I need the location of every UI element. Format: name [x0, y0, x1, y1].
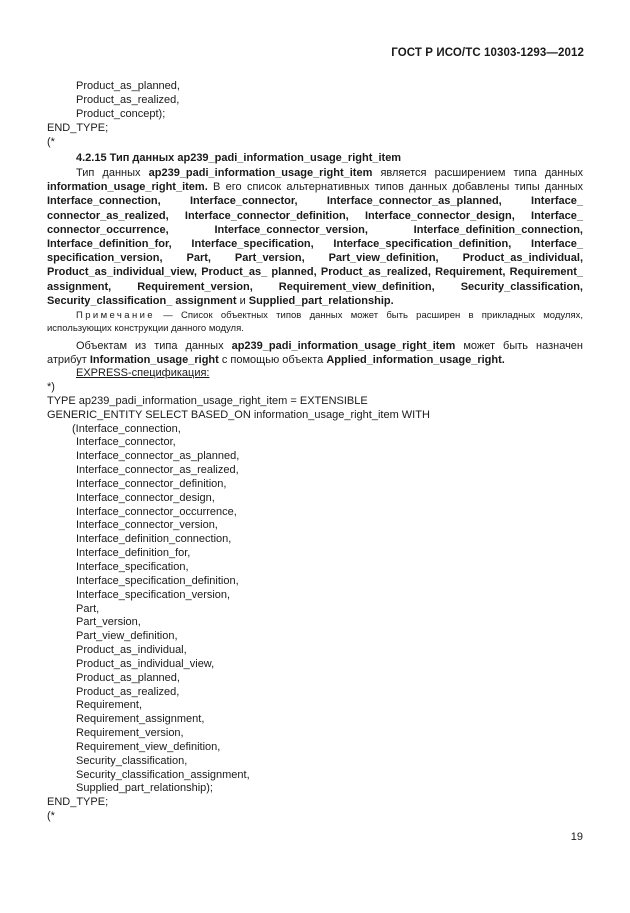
- select-item: Part_version,: [76, 616, 141, 629]
- base-type-name: information_usage_right_item.: [47, 181, 208, 194]
- code-line: (*: [47, 810, 55, 823]
- select-item: Security_classification_assignment,: [76, 768, 250, 781]
- code-line: (Interface_connection,: [72, 422, 181, 435]
- select-item: Interface_connector_as_planned,: [76, 450, 240, 463]
- select-item: Interface_specification,: [76, 560, 189, 573]
- select-item: Interface_connector_occurrence,: [76, 505, 237, 518]
- attribute-name: Information_usage_right: [89, 354, 219, 367]
- text: с помощью объекта: [218, 354, 327, 367]
- code-line: GENERIC_ENTITY SELECT BASED_ON information_usage_right_item WITH: [47, 408, 430, 421]
- express-spec-label: EXPRESS-спецификация:: [76, 367, 210, 379]
- express-code: [47, 381, 430, 824]
- code-line: Product_as_planned,: [76, 80, 180, 92]
- added-type-last: Supplied_part_relationship.: [248, 294, 394, 307]
- select-item: Interface_specification_version,: [76, 588, 231, 601]
- select-item: Security_classification,: [76, 754, 188, 767]
- select-item-list: [47, 436, 430, 796]
- select-item: Requirement,: [76, 699, 143, 712]
- text: является расширением типа данных: [372, 167, 583, 179]
- code-line: Product_as_realized,: [76, 93, 180, 106]
- section-title: 4.2.15 Тип данных ap239_padi_information_usage_right_item: [76, 152, 402, 164]
- paragraph-description: [47, 166, 583, 308]
- added-types-list: Interface_connection, Interface_connector, Interface_connector_as_planned, Interface_ connector_as_realized, Interface_connector_definition, Interface_connector_design, Interface_ connector_occurrence, Interface_connector_version, Interface_definition_connection, Interface_definition_for, Interface_specification, Interface_specification_definition, Interface_ specification_version, Part, Part_version, Part_view_definition, Product_as_individual, Product_as_individual_view, Product_as_ planned, Product_as_realized, Requirement, Requirement_ assignment, Requirement_version, Requirement_view_definition, Security_classification, Security_classification_ assignment: [47, 195, 583, 307]
- type-name: ap239_padi_information_usage_right_item: [231, 340, 456, 352]
- select-item: Supplied_part_relationship);: [76, 782, 213, 795]
- select-item: Interface_specification_definition,: [76, 574, 239, 587]
- select-item: Requirement_view_definition,: [76, 740, 221, 753]
- page-number: 19: [570, 831, 583, 843]
- select-item: Interface_connector_definition,: [76, 477, 227, 490]
- code-line: Product_concept);: [76, 107, 166, 120]
- select-item: Interface_definition_for,: [76, 547, 191, 560]
- select-item: Part,: [76, 602, 100, 615]
- select-item: Interface_connector_design,: [76, 491, 215, 504]
- type-name: ap239_padi_information_usage_right_item: [148, 167, 373, 179]
- code-line: (*: [47, 135, 55, 148]
- code-line: END_TYPE;: [47, 796, 109, 809]
- document-header: ГОСТ Р ИСО/ТС 10303-1293—2012: [391, 47, 584, 59]
- text: может быть назначен атрибут: [47, 340, 583, 367]
- code-line: *): [47, 381, 55, 393]
- text: Тип данных: [76, 167, 149, 179]
- code-line: END_TYPE;: [47, 121, 109, 134]
- select-item: Interface_connector_as_realized,: [76, 464, 239, 477]
- text: Объектам из типа данных: [76, 340, 232, 352]
- paragraph-assignment: [47, 339, 583, 367]
- code-line: TYPE ap239_padi_information_usage_right_item = EXTENSIBLE: [47, 394, 368, 407]
- code-block-top: [47, 80, 583, 150]
- text: и: [236, 294, 249, 307]
- select-item: Product_as_realized,: [76, 685, 180, 698]
- select-item: Requirement_assignment,: [76, 713, 205, 726]
- select-item: Requirement_version,: [76, 727, 184, 740]
- select-item: Product_as_planned,: [76, 671, 180, 684]
- select-item: Part_view_definition,: [76, 630, 178, 643]
- select-item: Interface_connector_version,: [76, 519, 218, 532]
- select-item: Product_as_individual,: [76, 644, 187, 657]
- note-text: — Список объектных типов данных может быть расширен в прикладных модулях, использующих конструкции данного модуля.: [47, 310, 583, 334]
- note: [47, 310, 583, 335]
- entity-name: Applied_information_usage_right.: [326, 354, 505, 367]
- note-label: Примечание: [76, 310, 155, 321]
- select-item: Interface_definition_connection,: [76, 533, 232, 546]
- select-item: Interface_connector,: [76, 436, 176, 449]
- text: В его список альтернативных типов данных добавлены типы данных: [207, 181, 583, 194]
- select-item: Product_as_individual_view,: [76, 657, 215, 670]
